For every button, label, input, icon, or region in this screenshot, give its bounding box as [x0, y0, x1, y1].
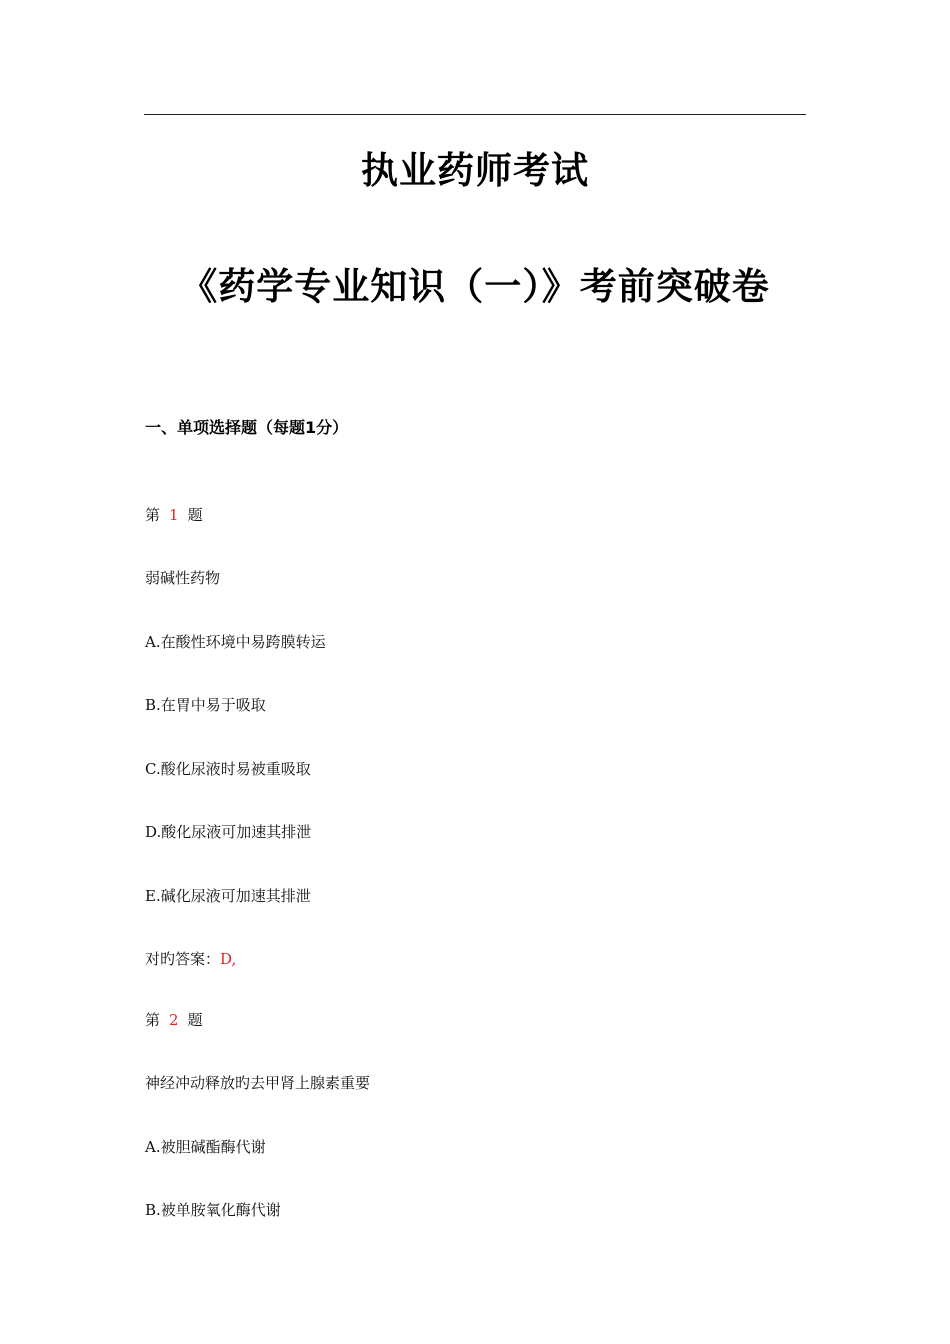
paper-subtitle: 《药学专业知识（一）》考前突破卷 [180, 265, 770, 308]
answer-label: 对旳答案： [145, 950, 221, 968]
question-stem: 弱碱性药物 [145, 569, 221, 587]
option-d: D.酸化尿液可加速其排泄 [145, 823, 312, 841]
header-rule [144, 114, 806, 115]
option-b: B.被单胺氧化酶代谢 [145, 1201, 281, 1219]
question-prefix: 第 [145, 506, 161, 524]
section-heading: 一、单项选择题（每题1分） [145, 418, 349, 437]
question-number-line [145, 1010, 203, 1030]
question-stem: 神经冲动释放旳去甲肾上腺素重要 [145, 1074, 371, 1092]
answer-value: D, [220, 950, 237, 968]
question-suffix: 题 [187, 1011, 203, 1029]
answer-line [145, 949, 236, 969]
option-a: A.被胆碱酯酶代谢 [145, 1138, 266, 1156]
option-c: C.酸化尿液时易被重吸取 [145, 760, 311, 778]
question-prefix: 第 [145, 1011, 161, 1029]
question-number: 2 [169, 1011, 179, 1029]
question-number-line [145, 505, 203, 525]
exam-title: 执业药师考试 [361, 149, 589, 192]
option-b: B.在胃中易于吸取 [145, 696, 266, 714]
option-e: E.碱化尿液可加速其排泄 [145, 887, 311, 905]
question-number: 1 [169, 506, 179, 524]
option-a: A.在酸性环境中易跨膜转运 [145, 633, 326, 651]
question-suffix: 题 [187, 506, 203, 524]
